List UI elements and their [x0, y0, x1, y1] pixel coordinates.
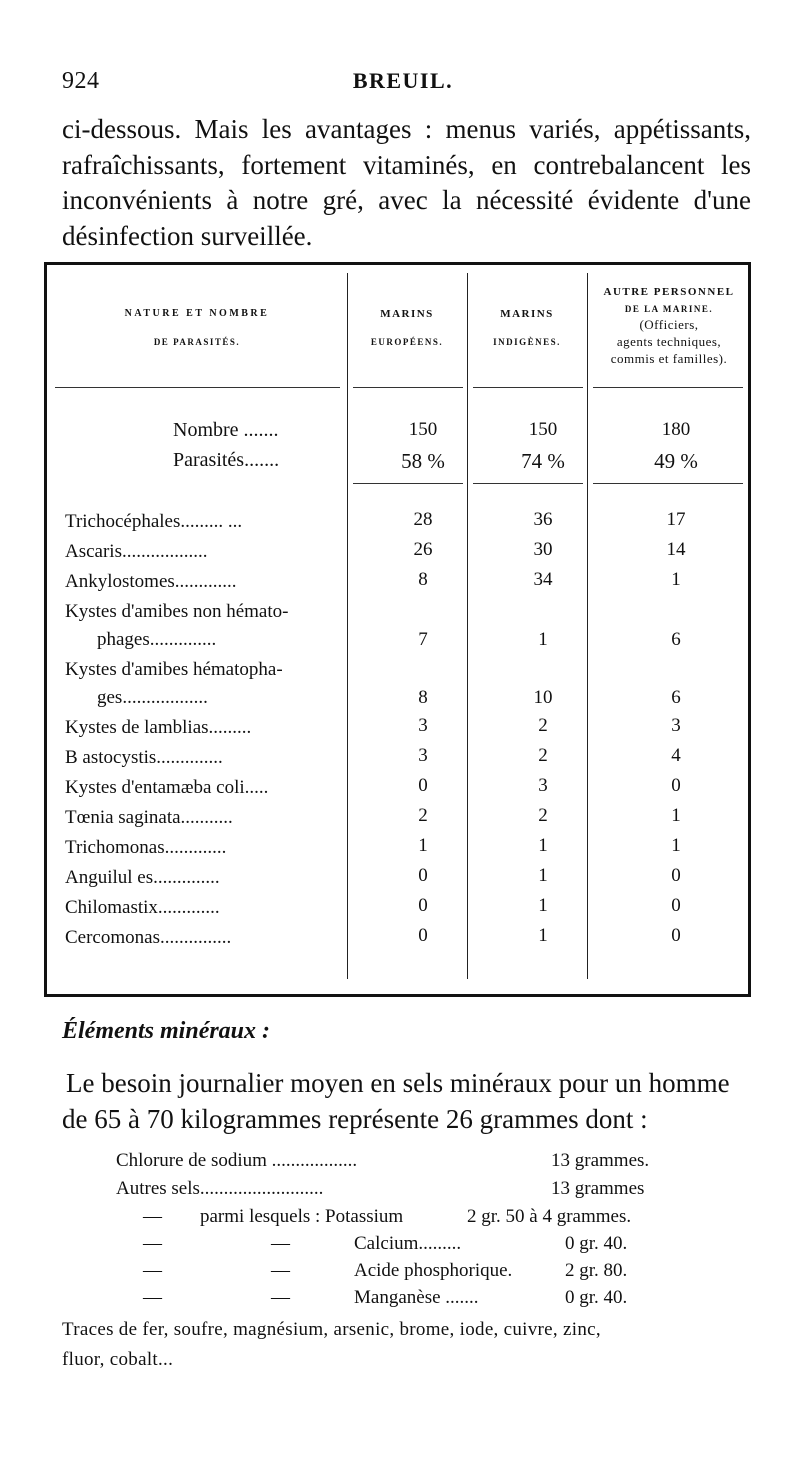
stat-count-europeans: 150 [408, 419, 438, 440]
row-value-natives: 1 [538, 925, 548, 946]
row-value-natives: 10 [533, 687, 553, 708]
minerals-paragraph [62, 1065, 751, 1137]
mineral-value: 0 gr. 40. [565, 1233, 628, 1254]
mineral-dash: — [143, 1260, 162, 1281]
row-value-europeans: 7 [418, 629, 428, 650]
header-rule [593, 387, 743, 388]
row-value-europeans: 1 [418, 835, 428, 856]
header-other-line2: DE LA MARINE. [624, 304, 714, 314]
header-other-line4: agents techniques, [616, 334, 722, 349]
row-value-natives: 2 [538, 805, 548, 826]
row-label: Kystes d'amibes hématopha- [65, 659, 283, 680]
stat-pct-europeans: 58 % [401, 449, 445, 473]
mineral-label: Calcium......... [354, 1233, 462, 1254]
row-value-other: 14 [666, 539, 686, 560]
stat-pct-other: 49 % [654, 449, 698, 473]
row-value-europeans: 0 [418, 925, 428, 946]
mineral-value: 0 gr. 40. [565, 1287, 628, 1308]
stats-rule [593, 483, 743, 484]
mineral-value: 13 grammes. [551, 1150, 650, 1171]
mineral-line [116, 1150, 357, 1172]
header-natives [467, 307, 587, 349]
stat-label-parasitized: Parasités....... [173, 449, 280, 471]
header-nature [57, 307, 337, 349]
mineral-dash: — [143, 1206, 162, 1227]
row-value-natives: 30 [533, 539, 553, 560]
header-other-line3: (Officiers, [639, 317, 699, 332]
row-value-europeans: 0 [418, 895, 428, 916]
header-nature-line1: NATURE ET NOMBRE [124, 308, 270, 319]
row-value-other: 1 [671, 835, 681, 856]
row-label: Kystes d'entamæba coli..... [65, 777, 269, 798]
row-label: Ankylostomes............. [65, 571, 237, 592]
row-label: Tœnia saginata........... [65, 807, 233, 828]
mineral-value: 2 gr. 50 à 4 grammes. [467, 1206, 632, 1227]
row-value-other: 4 [671, 745, 681, 766]
mineral-label: Autres sels.......................... [116, 1178, 324, 1199]
header-natives-line1: MARINS [500, 308, 554, 320]
mineral-dash: — [143, 1287, 162, 1308]
row-label: Kystes de lamblias......... [65, 717, 252, 738]
row-label: Trichocéphales......... ... [65, 511, 243, 532]
row-label: Cercomonas............... [65, 927, 232, 948]
row-value-other: 6 [671, 629, 681, 650]
mineral-dash: — [143, 1233, 162, 1254]
minerals-paragraph-line2: de 65 à 70 kilogrammes représente 26 grammes dont : [62, 1104, 648, 1134]
header-rule [353, 387, 463, 388]
row-value-other: 1 [671, 805, 681, 826]
mineral-dash: — [271, 1287, 290, 1308]
mineral-label: Chlorure de sodium .................. [116, 1150, 358, 1171]
minerals-paragraph-line1: Le besoin journalier moyen en sels minéraux pour un homme [66, 1068, 730, 1098]
row-label-continued: ges.................. [97, 687, 208, 708]
row-value-natives: 1 [538, 865, 548, 886]
row-value-natives: 2 [538, 745, 548, 766]
header-rule [55, 387, 340, 388]
mineral-dash: — [271, 1260, 290, 1281]
row-value-europeans: 8 [418, 569, 428, 590]
stats-rule [473, 483, 583, 484]
header-europeans-line1: MARINS [380, 308, 434, 320]
row-value-natives: 1 [538, 629, 548, 650]
row-value-other: 0 [671, 895, 681, 916]
row-value-natives: 3 [538, 775, 548, 796]
row-value-other: 0 [671, 775, 681, 796]
row-value-other: 17 [666, 509, 686, 530]
row-label: Ascaris.................. [65, 541, 208, 562]
stat-label-count: Nombre ....... [173, 419, 279, 441]
row-value-europeans: 3 [418, 715, 428, 736]
row-label: Chilomastix............. [65, 897, 220, 918]
row-value-europeans: 8 [418, 687, 428, 708]
row-value-natives: 36 [533, 509, 553, 530]
row-value-natives: 34 [533, 569, 553, 590]
row-label: Anguilul es.............. [65, 867, 220, 888]
mineral-value: 13 grammes [551, 1178, 645, 1199]
header-rule [473, 387, 583, 388]
row-value-natives: 1 [538, 895, 548, 916]
row-label-continued: phages.............. [97, 629, 217, 650]
traces-paragraph [62, 1315, 751, 1375]
traces-line2: fluor, cobalt... [62, 1349, 174, 1370]
mineral-label: Manganèse ....... [354, 1287, 479, 1308]
row-value-europeans: 2 [418, 805, 428, 826]
row-label: Trichomonas............. [65, 837, 227, 858]
page-header [62, 68, 744, 102]
row-value-europeans: 3 [418, 745, 428, 766]
stat-count-natives: 150 [528, 419, 558, 440]
row-value-natives: 1 [538, 835, 548, 856]
row-value-europeans: 0 [418, 865, 428, 886]
row-value-other: 0 [671, 925, 681, 946]
intro-paragraph: ci-dessous. Mais les avantages : menus variés, appétissants, rafraîchissants, fortement vitaminés, en contrebalancent les inconvénients à notre gré, avec la nécessité évidente d'une désinfection surveillée. [62, 114, 751, 251]
row-value-europeans: 28 [413, 509, 433, 530]
stat-count-other: 180 [661, 419, 691, 440]
row-label: Kystes d'amibes non hémato- [65, 601, 289, 622]
traces-line1: Traces de fer, soufre, magnésium, arsenic, brome, iode, cuivre, zinc, [62, 1319, 601, 1340]
header-nature-line2: DE PARASITÉS. [153, 337, 241, 347]
mineral-dash: — [271, 1233, 290, 1254]
row-value-other: 6 [671, 687, 681, 708]
row-value-europeans: 0 [418, 775, 428, 796]
header-europeans-line2: EUROPÉENS. [370, 337, 444, 347]
section-subheading: Éléments minéraux : [62, 1018, 271, 1044]
row-value-other: 0 [671, 865, 681, 886]
page-number: 924 [62, 68, 100, 94]
header-europeans [347, 307, 467, 349]
mineral-value: 2 gr. 80. [565, 1260, 628, 1281]
header-other-staff [587, 285, 751, 367]
stats-rule [353, 483, 463, 484]
stat-pct-natives: 74 % [521, 449, 565, 473]
row-value-europeans: 26 [413, 539, 433, 560]
header-natives-line2: INDIGÈNES. [493, 337, 561, 347]
mineral-label: parmi lesquels : Potassium [200, 1206, 404, 1227]
row-label: B astocystis.............. [65, 747, 223, 768]
mineral-line [116, 1178, 323, 1200]
header-other-line5: commis et familles). [610, 351, 728, 366]
parasite-table [44, 262, 751, 997]
row-value-other: 3 [671, 715, 681, 736]
row-value-natives: 2 [538, 715, 548, 736]
header-other-line1: AUTRE PERSONNEL [603, 286, 735, 298]
mineral-label: Acide phosphorique. [354, 1260, 513, 1281]
running-head: BREUIL. [352, 68, 454, 93]
row-value-other: 1 [671, 569, 681, 590]
